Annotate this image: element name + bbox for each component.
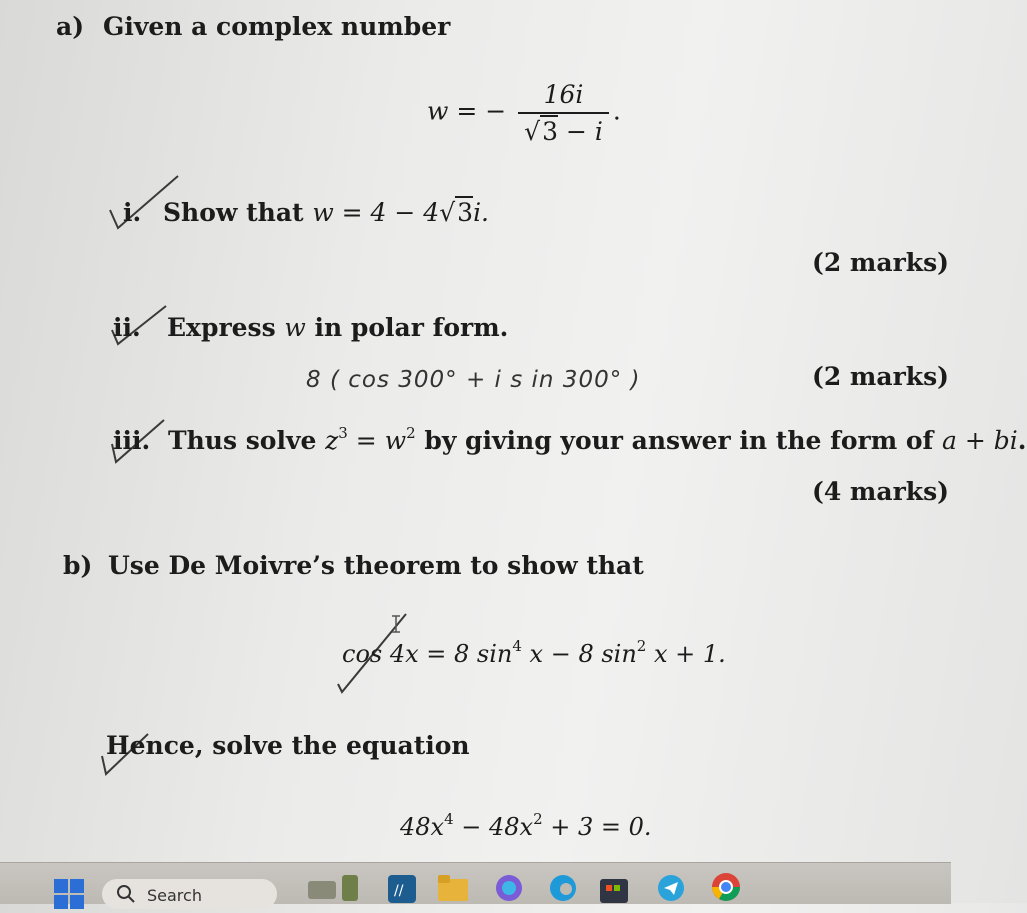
identity-rhs-c: x + 1.: [646, 640, 726, 668]
q-a-iii-text-before: Thus solve: [168, 426, 326, 455]
q-a-ii-text-before: Express: [167, 313, 285, 342]
q-a-ii-text: [167, 313, 508, 342]
identity-lhs: cos 4x: [342, 640, 419, 668]
q-a-iii-text-after: by giving your answer in the form of: [415, 426, 943, 455]
final-eq-exp-b: 2: [533, 810, 543, 828]
q-a-i-marks: (2 marks): [812, 248, 949, 277]
q-a-ii-var: w: [284, 313, 306, 342]
eq-lhs: w: [427, 96, 449, 126]
q-a-iii-eq: =: [347, 426, 385, 455]
eq-den-i: i: [594, 117, 603, 146]
identity-rhs-b: x − 8 sin: [521, 640, 637, 668]
final-eq-b: − 48x: [453, 813, 534, 841]
eq-end: .: [612, 96, 621, 126]
q-a-iii-marks: (4 marks): [812, 477, 949, 506]
q-a-i-math: w = 4 − 4: [312, 198, 440, 227]
part-a-intro: Given a complex number: [103, 12, 451, 41]
q-a-iii-z-exp: 3: [338, 424, 348, 442]
edge-browser-icon[interactable]: [548, 873, 578, 907]
search-icon: [116, 884, 136, 904]
q-a-iii-text: [168, 426, 1027, 455]
eq-fraction: [518, 80, 609, 146]
final-eq-exp-a: 4: [444, 810, 454, 828]
taskbar-search-input[interactable]: [102, 879, 277, 909]
final-eq-a: 48x: [400, 813, 445, 841]
q-a-iii-z: z: [325, 426, 339, 455]
copilot-icon[interactable]: [494, 873, 524, 907]
widgets-icon[interactable]: [306, 873, 362, 907]
identity-rhs-a: = 8 sin: [418, 640, 513, 668]
q-a-iii-w-exp: 2: [406, 424, 416, 442]
eq-numerator: 16i: [543, 80, 584, 109]
q-a-i-text: Show that w = 4 − 4√3i.: [163, 198, 490, 227]
de-moivre-identity: [342, 637, 726, 668]
eq-sign: −: [485, 96, 507, 126]
q-a-i-root: 3: [457, 198, 474, 227]
q-a-ii-text-after: in polar form.: [305, 313, 509, 342]
eq-den-minus: −: [558, 117, 595, 146]
svg-text://: //: [394, 883, 404, 899]
taskbar: [0, 862, 951, 904]
file-explorer-icon[interactable]: [438, 875, 468, 905]
identity-exp-a: 4: [512, 637, 522, 655]
final-eq-c: + 3 = 0.: [542, 813, 652, 841]
search-placeholder: Search: [147, 886, 202, 905]
eq-den-root: 3: [542, 117, 559, 146]
part-b-label: b): [63, 551, 93, 580]
q-a-i-number: i.: [123, 198, 142, 227]
part-b-intro: Use De Moivre’s theorem to show that: [108, 551, 644, 580]
handwritten-polar-answer: 8 ( cos 300° + i s in 300° ): [306, 367, 641, 393]
q-a-iii-w: w: [384, 426, 407, 455]
eq-denominator: √3 − i: [518, 112, 609, 146]
w-definition-equation: [427, 80, 621, 146]
q-a-iii-form: a + bi: [942, 426, 1018, 455]
telegram-icon[interactable]: [656, 873, 686, 907]
identity-exp-b: 2: [636, 637, 647, 655]
q-a-ii-number: ii.: [113, 313, 141, 342]
q-a-i-text-label: Show that: [163, 198, 313, 227]
eq-equals: =: [456, 96, 478, 126]
chrome-icon[interactable]: [710, 871, 742, 907]
q-a-i-tail: i.: [473, 198, 490, 227]
part-a-label: a): [56, 12, 85, 41]
q-a-iii-end: .: [1017, 426, 1027, 455]
final-equation: [400, 810, 652, 841]
store-icon[interactable]: [600, 875, 628, 907]
windows-start-icon[interactable]: [54, 879, 84, 913]
q-a-iii-number: iii.: [113, 426, 151, 455]
hence-text: Hence, solve the equation: [106, 731, 470, 760]
q-a-ii-marks: (2 marks): [812, 362, 949, 391]
app-icon[interactable]: [388, 875, 416, 907]
